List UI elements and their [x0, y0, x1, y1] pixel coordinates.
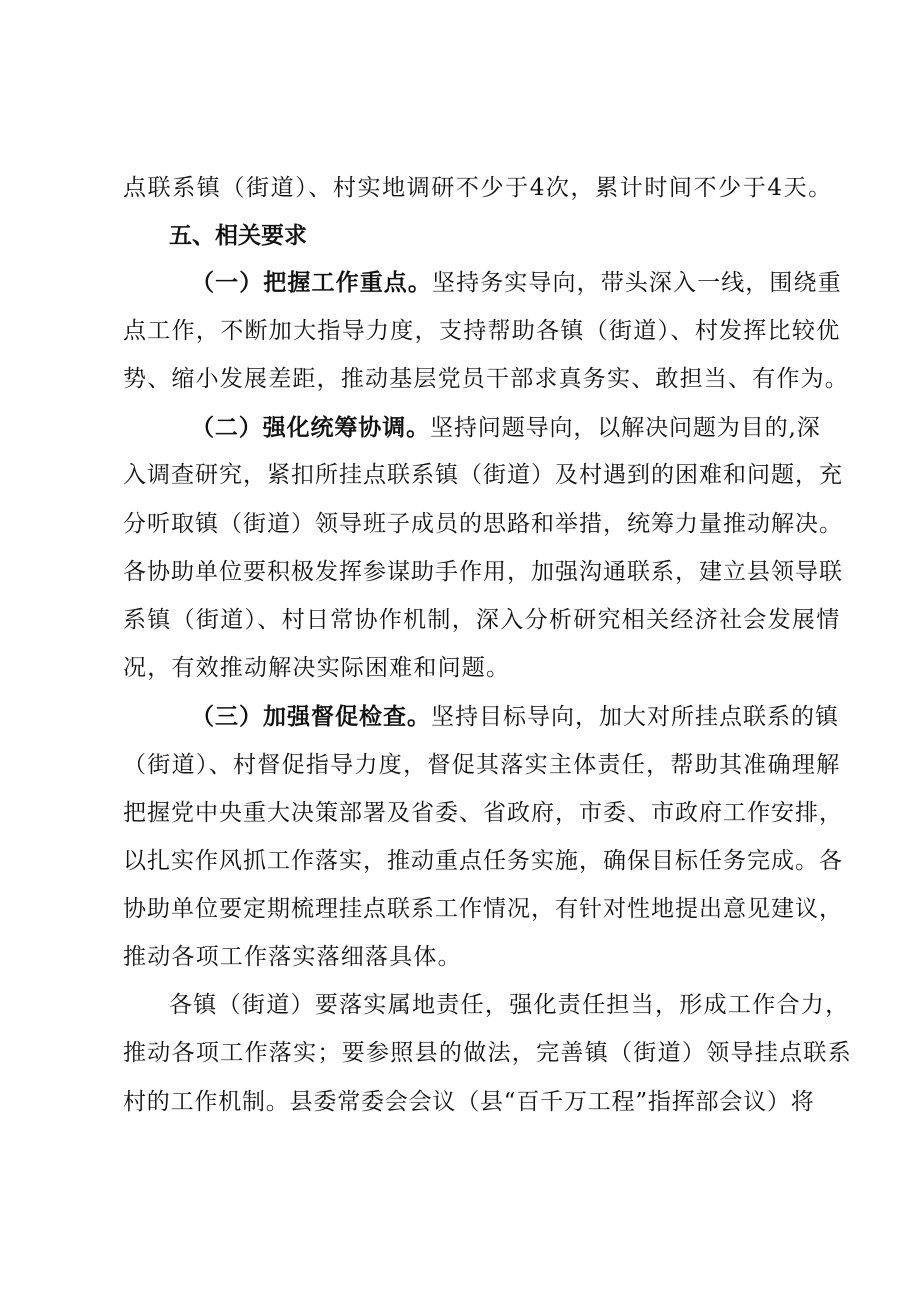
line-text: 分听取镇（街道）领导班子成员的思路和举措，统筹力量推动解决。 [123, 511, 843, 537]
line-text: 各协助单位要积极发挥参谋助手作用，加强沟通联系，建立县领导联 [123, 559, 843, 585]
text-line [123, 793, 920, 833]
text-line [191, 263, 920, 303]
text-line [123, 1082, 920, 1122]
text-line [169, 985, 920, 1025]
text-line [123, 648, 920, 688]
line-text: 点联系镇（街道）、村实地调研不少于4次，累计时间不少于4天。 [123, 175, 833, 201]
text-line [123, 937, 920, 977]
line-text: 系镇（街道）、村日常协作机制，深入分析研究相关经济社会发展情 [123, 607, 841, 633]
line-text: （街道）、村督促指导力度，督促其落实主体责任，帮助其准确理解 [123, 752, 841, 778]
section-heading [169, 216, 920, 256]
subheading-text: （一）把握工作重点。 [191, 270, 432, 296]
line-text: 入调查研究，紧扣所挂点联系镇（街道）及村遇到的困难和问题，充 [123, 462, 843, 488]
text-line [123, 841, 920, 881]
line-text: 各镇（街道）要落实属地责任，强化责任担当，形成工作合力， [169, 992, 850, 1018]
text-line [123, 745, 920, 785]
line-text: 坚持务实导向，带头深入一线，围绕重 [432, 270, 842, 296]
text-line [123, 504, 920, 544]
heading-text: 五、相关要求 [169, 223, 307, 249]
line-text: 坚持目标导向，加大对所挂点联系的镇 [431, 704, 839, 730]
text-line [123, 455, 920, 495]
text-line [191, 408, 920, 448]
text-line [191, 697, 920, 737]
text-line [123, 552, 920, 592]
line-text: 村的工作机制。县委常委会会议（县“百千万工程”指挥部会议）将 [123, 1089, 815, 1115]
line-text: 以扎实作风抓工作落实，推动重点任务实施，确保目标任务完成。各 [123, 848, 843, 874]
text-line [123, 359, 920, 399]
subheading-text: （三）加强督促检查。 [191, 704, 431, 730]
line-text: 推动各项工作落实落细落具体。 [123, 944, 462, 970]
line-text: 推动各项工作落实；要参照县的做法，完善镇（街道）领导挂点联系 [123, 1040, 852, 1066]
text-line [123, 600, 920, 640]
line-text: 协助单位要定期梳理挂点联系工作情况，有针对性地提出意见建议， [123, 896, 843, 922]
line-text: 点工作，不断加大指导力度，支持帮助各镇（街道）、村发挥比较优 [123, 318, 841, 344]
text-line [123, 1033, 920, 1073]
subheading-text: （二）强化统筹协调。 [191, 415, 430, 441]
text-line [123, 168, 920, 208]
line-text: 坚持问题导向，以解决问题为目的,深 [430, 415, 821, 441]
line-text: 况，有效推动解决实际困难和问题。 [123, 655, 511, 681]
text-line [123, 889, 920, 929]
line-text: 势、缩小发展差距，推动基层党员干部求真务实、敢担当、有作为。 [123, 366, 849, 392]
text-line [123, 311, 920, 351]
line-text: 把握党中央重大决策部署及省委、省政府，市委、市政府工作安排， [123, 800, 843, 826]
